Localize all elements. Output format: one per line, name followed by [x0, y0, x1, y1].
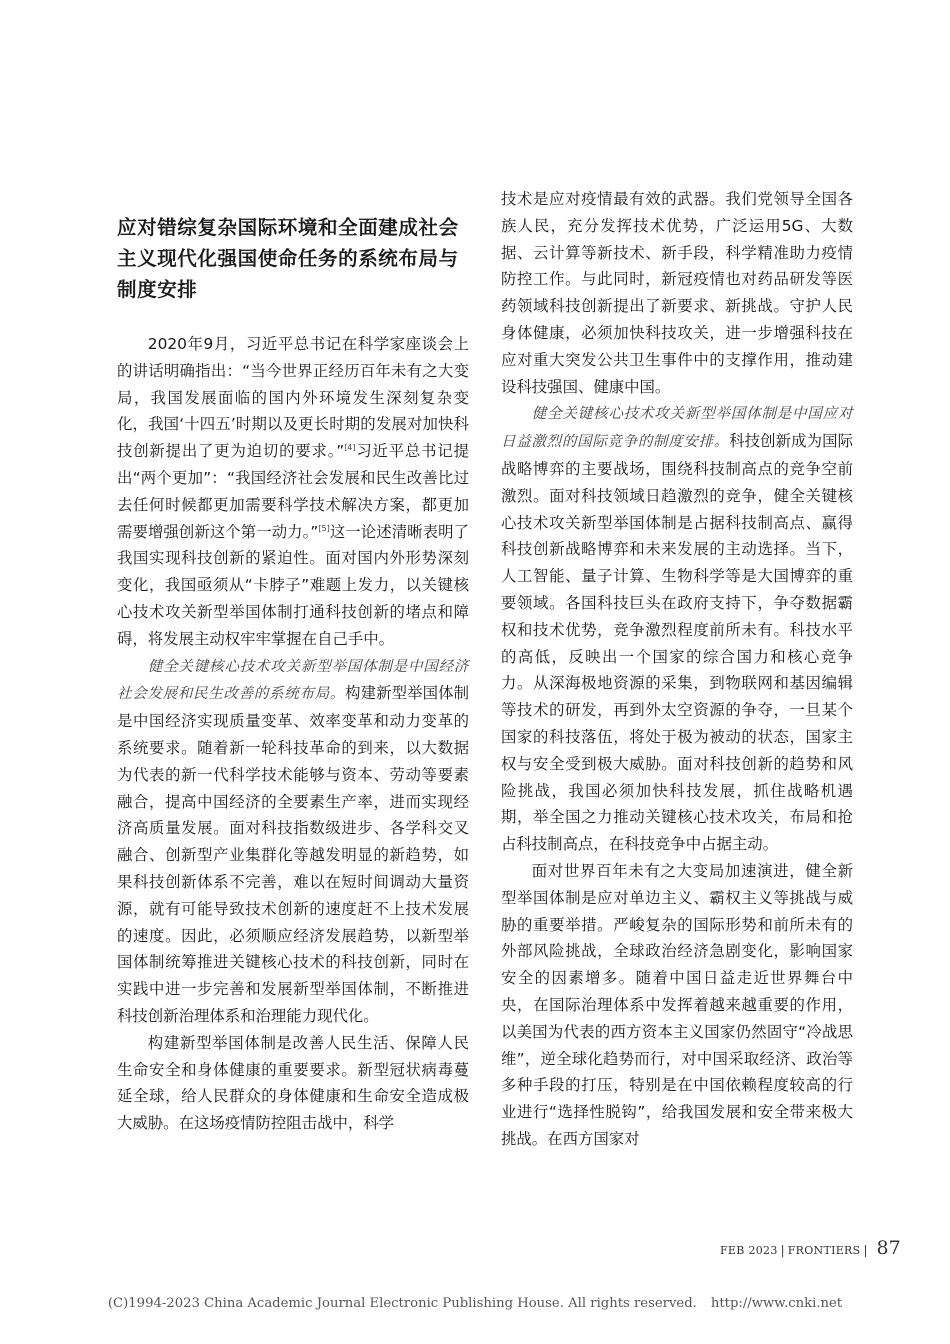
section-heading: 应对错综复杂国际环境和全面建成社会主义现代化强国使命任务的系统布局与制度安排 — [117, 216, 459, 301]
paragraph-4-lead: 健全关键核心技术攻关新型举国体制是中国应对日益激烈的国际竞争的制度安排。 — [501, 405, 853, 451]
paragraph-5: 面对世界百年未有之大变局加速演进，健全新型举国体制是应对单边主义、霸权主义等挑战与威胁的重要举措。严峻复杂的国际形势和前所未有的外部风险挑战，全球政治经济急剧变化，影响国家安全的因素增多。随着中国日益走近世界舞台中央，在国际治理体系中发挥着越来越重要的作用，以美国为代表的西方资本主义国家仍然固守“冷战思维”，逆全球化趋势而行，对中国采取经济、政治等多种手段的打压，特别是在中国依赖程度较高的行业进行“选择性脱钩”，给我国发展和安全带来极大挑战。在西方国家对 — [501, 861, 853, 1148]
page-footer — [720, 1237, 901, 1259]
paragraph-2 — [117, 653, 469, 1030]
left-column — [117, 212, 469, 1137]
copyright-text: (C)1994-2023 China Academic Journal Electronic Publishing House. All rights reserved. — [107, 1296, 697, 1311]
paragraph-1 — [117, 331, 469, 653]
paragraph-4-body: 科技创新成为国际战略博弈的主要战场，围绕科技制高点的竞争空前激烈。面对科技领域日趋激烈的竞争，健全关键核心技术攻关新型举国体制是占据科技制高点、赢得科技创新战略博弈和未来发展的主动选择。当下，人工智能、量子计算、生物科学等是大国博弈的重要领域。各国科技巨头在政府支持下，争夺数据霸权和技术优势，竞争激烈程度前所未有。科技水平的高低，反映出一个国家的综合国力和核心竞争力。从深海极地资源的采集，到物联网和基因编辑等技术的研发，再到外太空资源的争夺，一旦某个国家的科技落伍，将处于极为被动的状态，国家主权与安全受到极大威胁。面对科技创新的趋势和风险挑战，我国必须加快科技发展，抓住战略机遇期，举全国之力推动关键核心技术攻关，布局和抢占科技制高点，在科技竞争中占据主动。 — [501, 432, 853, 854]
paragraph-2-lead: 健全关键核心技术攻关新型举国体制是中国经济社会发展和民生改善的系统布局。 — [117, 657, 469, 703]
paragraph-1-part-b: 习近平总书记提出“两个更加”：“我国经济社会发展和民生改善比过去任何时候都更加需要科学技术解决方案，都更加需要增强创新这个第一动力。” — [117, 442, 469, 541]
copyright-notice — [0, 1296, 950, 1311]
publisher-url[interactable]: http://www.cnki.net — [710, 1296, 843, 1311]
page-number: 87 — [876, 1237, 901, 1259]
footer-separator: | — [780, 1243, 785, 1257]
paragraph-1-part-a: 2020年9月，习近平总书记在科学家座谈会上的讲话明确指出：“当今世界正经历百年未有之大变局，我国发展面临的国内外环境发生深刻复杂变化，我国‘十四五’时期以及更长时期的发展对加快科技创新提出了更为迫切的要求。” — [117, 335, 469, 461]
citation-5: [5] — [318, 523, 330, 533]
citation-4: [4] — [344, 443, 356, 453]
paragraph-4 — [501, 400, 853, 858]
issue-date: FEB 2023 — [720, 1244, 778, 1257]
paragraph-2-body: 构建新型举国体制是中国经济实现质量变革、效率变革和动力变革的系统要求。随着新一轮科技革命的到来，以大数据为代表的新一代科学技术能够与资本、劳动等要素融合，提高中国经济的全要素生产率，进而实现经济高质量发展。面对科技指数级进步、各学科交叉融合、创新型产业集群化等越发明显的新趋势，如果科技创新体系不完善，难以在短时间调动大量资源，就有可能导致技术创新的速度赶不上技术发展的速度。因此，必须顺应经济发展趋势，以新型举国体制统筹推进关键核心技术的科技创新，同时在实践中进一步完善和发展新型举国体制，不断推进科技创新治理体系和治理能力现代化。 — [117, 684, 469, 1025]
right-column — [501, 186, 853, 1153]
footer-separator-2: | — [863, 1243, 868, 1257]
paragraph-3: 构建新型举国体制是改善人民生活、保障人民生命安全和身体健康的重要要求。新型冠状病毒蔓延全球，给人民群众的身体健康和生命安全造成极大威胁。在这场疫情防控阻击战中，科学 — [117, 1033, 469, 1133]
journal-name: FRONTIERS — [787, 1244, 861, 1257]
paragraph-1-part-c: 这一论述清晰表明了我国实现科技创新的紧迫性。面对国内外形势深刻变化，我国亟须从“卡脖子”难题上发力，以关键核心技术攻关新型举国体制打通科技创新的堵点和障碍，将发展主动权牢牢掌握在自己手中。 — [117, 522, 469, 648]
paragraph-continued: 技术是应对疫情最有效的武器。我们党领导全国各族人民，充分发挥技术优势，广泛运用5G、大数据、云计算等新技术、新手段，科学精准助力疫情防控工作。与此同时，新冠疫情也对药品研发等医药领域科技创新提出了新要求、新挑战。守护人民身体健康，必须加快科技攻关，进一步增强科技在应对重大突发公共卫生事件中的支撑作用，推动建设科技强国、健康中国。 — [501, 190, 853, 396]
